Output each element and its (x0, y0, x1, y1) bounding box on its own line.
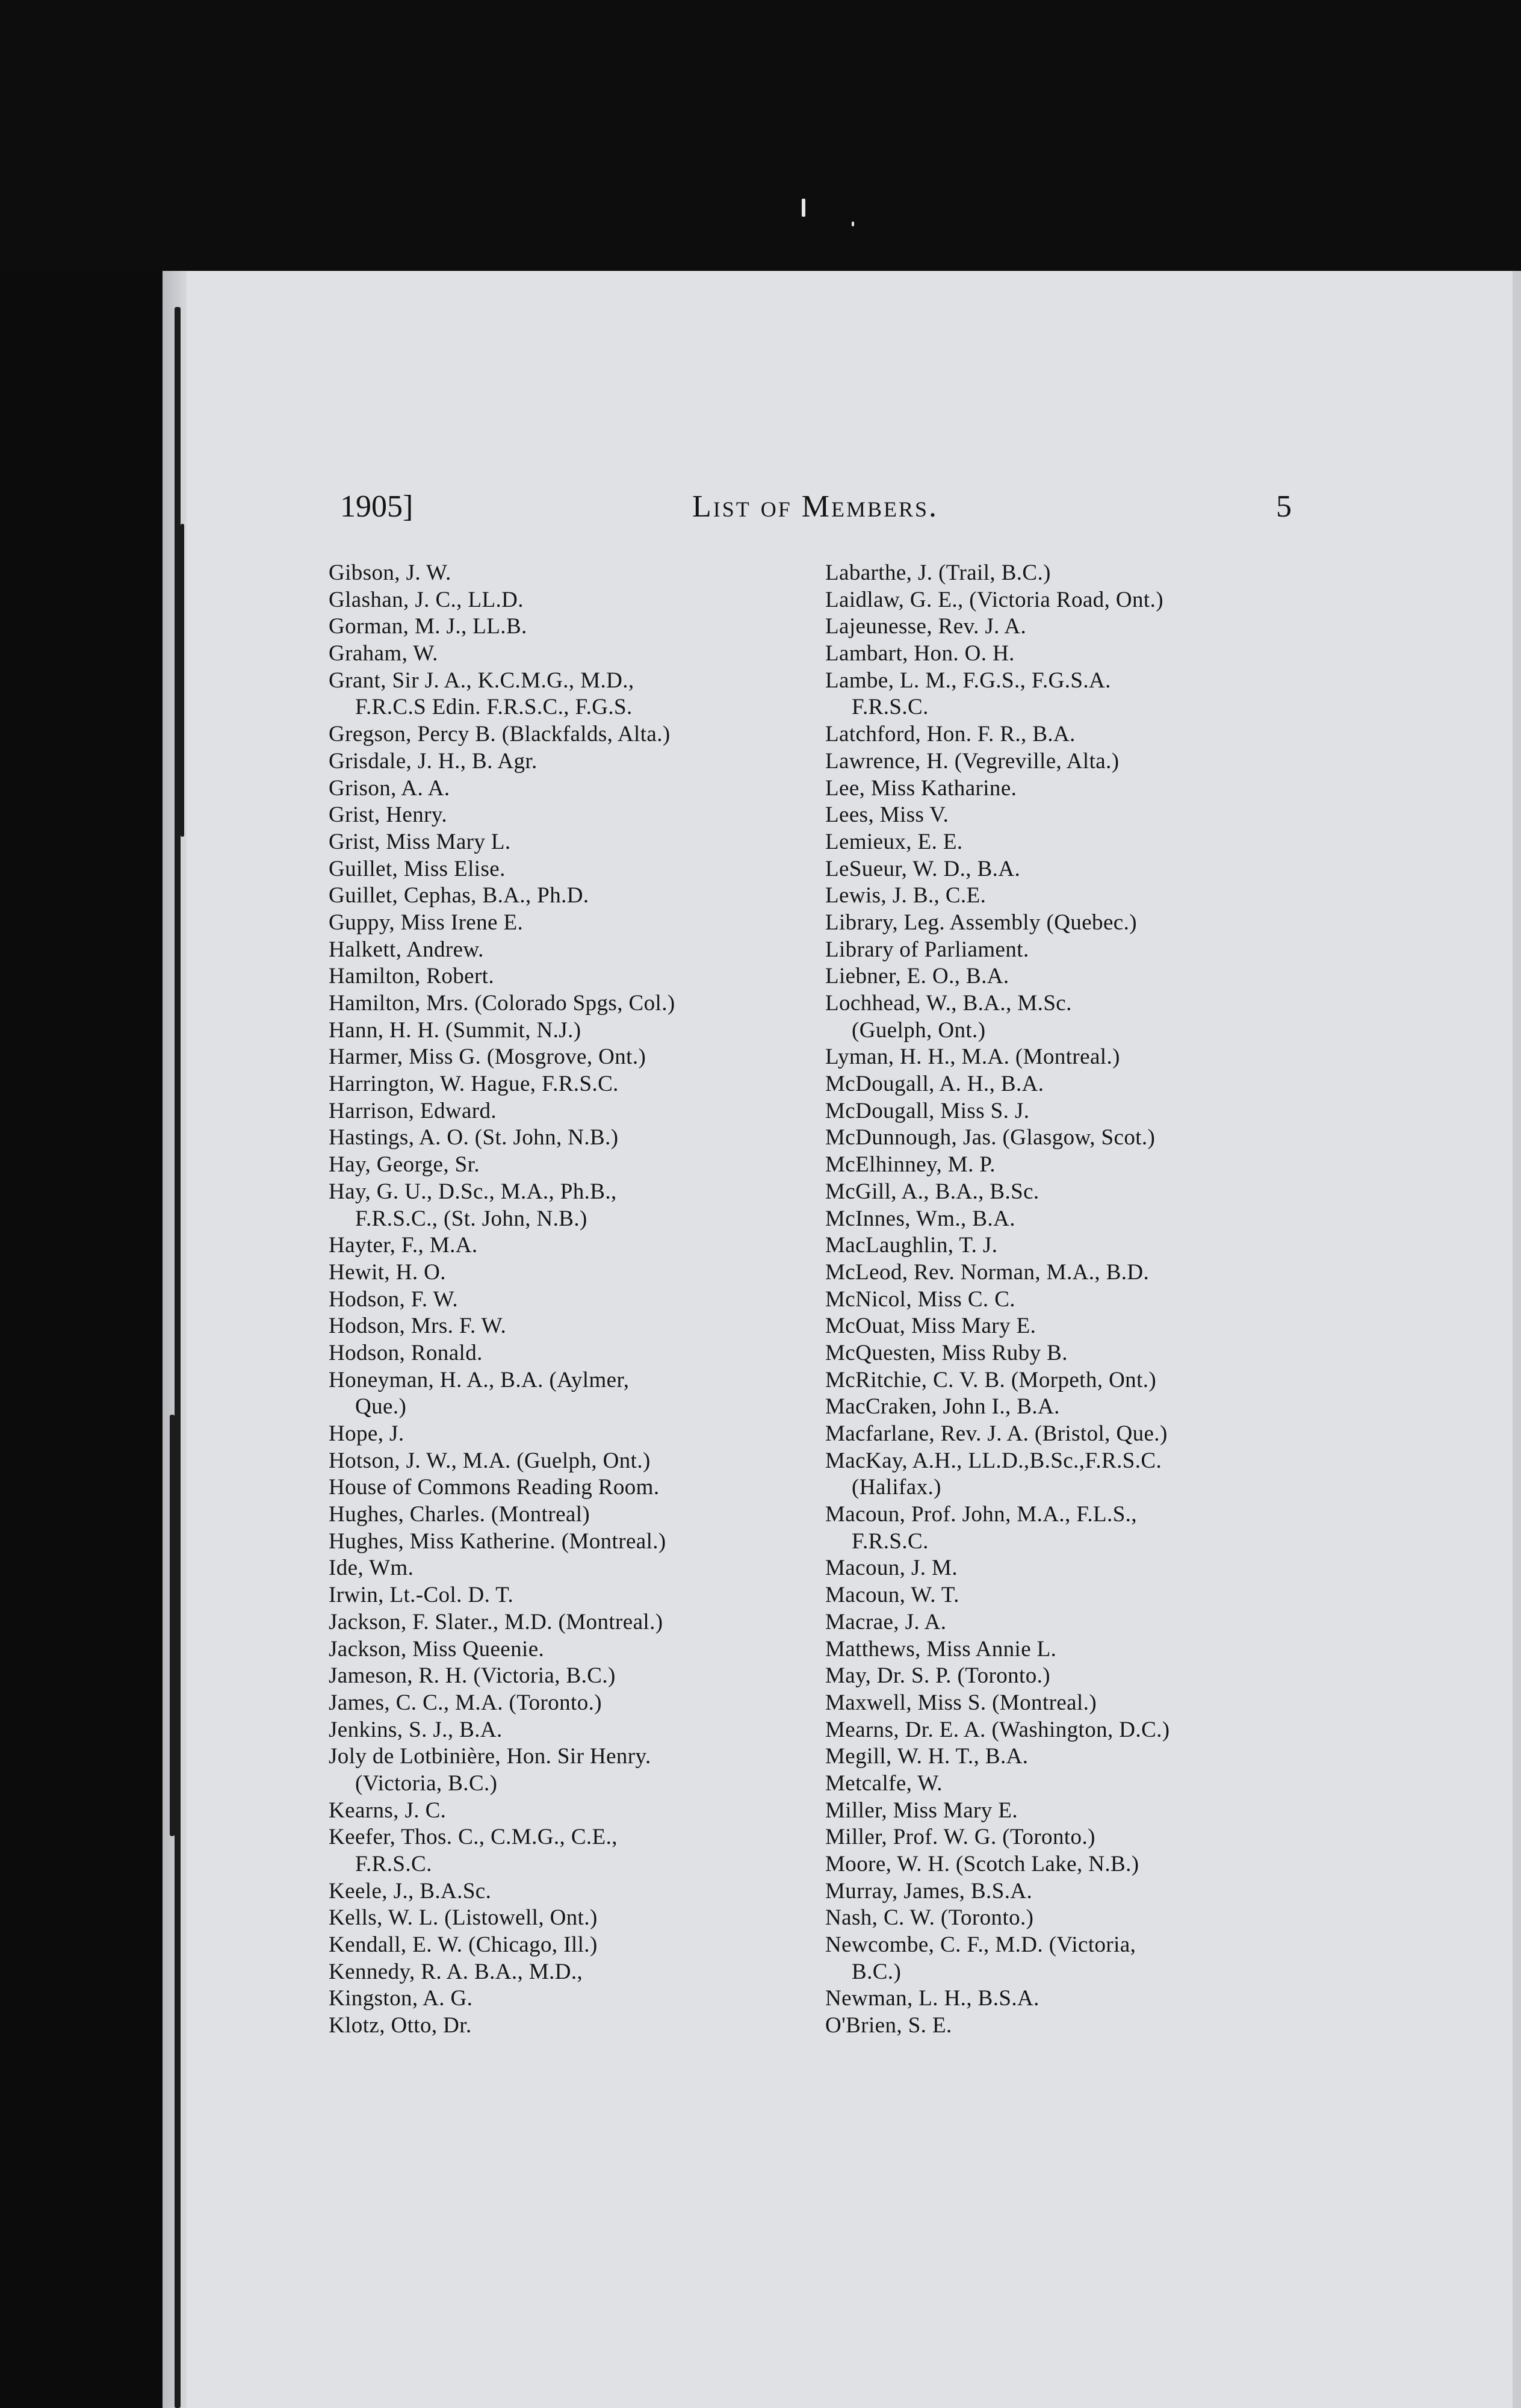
member-entry: House of Commons Reading Room. (329, 1475, 660, 1500)
member-entry: Lambart, Hon. O. H. (825, 641, 1015, 666)
member-entry-continuation: F.R.S.C. (852, 1528, 929, 1554)
member-entry: Grison, A. A. (329, 775, 450, 801)
member-entry: Newman, L. H., B.S.A. (825, 1986, 1039, 2011)
member-entry: Moore, W. H. (Scotch Lake, N.B.) (825, 1852, 1139, 1876)
member-entry: Jackson, Miss Queenie. (329, 1636, 545, 1662)
member-entry: Hughes, Miss Katherine. (Montreal.) (329, 1528, 666, 1554)
member-entry: Library, Leg. Assembly (Quebec.) (825, 910, 1137, 935)
member-entry: Lees, Miss V. (825, 802, 949, 828)
member-entry: Library of Parliament. (825, 937, 1029, 962)
member-entry: Lewis, J. B., C.E. (825, 883, 987, 908)
member-entry: McDougall, Miss S. J. (825, 1098, 1030, 1123)
member-entry: MacKay, A.H., LL.D.,B.Sc.,F.R.S.C. (825, 1448, 1162, 1473)
member-entry: Nash, C. W. (Toronto.) (825, 1905, 1034, 1931)
member-entry: Matthews, Miss Annie L. (825, 1636, 1057, 1662)
member-entry: Glashan, J. C., LL.D. (329, 587, 524, 612)
member-entry: Hann, H. H. (Summit, N.J.) (329, 1017, 581, 1043)
member-entry: Macoun, Prof. John, M.A., F.L.S., (825, 1502, 1137, 1527)
member-entry: LeSueur, W. D., B.A. (825, 856, 1021, 881)
member-entry-continuation: F.R.S.C., (St. John, N.B.) (355, 1206, 587, 1231)
member-entry: MacLaughlin, T. J. (825, 1233, 998, 1258)
member-entry: Hope, J. (329, 1421, 404, 1446)
member-entry: Gregson, Percy B. (Blackfalds, Alta.) (329, 722, 671, 747)
page-number: 5 (1276, 489, 1292, 524)
member-entry: Macfarlane, Rev. J. A. (Bristol, Que.) (825, 1421, 1168, 1446)
member-entry: McElhinney, M. P. (825, 1152, 996, 1178)
member-entry: Guillet, Miss Elise. (329, 856, 506, 881)
member-entry: Hayter, F., M.A. (329, 1233, 478, 1258)
member-entry: Hodson, Mrs. F. W. (329, 1314, 507, 1339)
member-entry-continuation: B.C.) (852, 1959, 902, 1984)
member-entry-continuation: (Guelph, Ont.) (852, 1017, 986, 1043)
member-entry: Graham, W. (329, 641, 438, 666)
member-entry-continuation: (Victoria, B.C.) (355, 1770, 498, 1796)
member-entry: Hamilton, Robert. (329, 964, 495, 989)
member-entry: Hughes, Charles. (Montreal) (329, 1502, 590, 1527)
member-entry: McLeod, Rev. Norman, M.A., B.D. (825, 1259, 1150, 1285)
member-entry: Latchford, Hon. F. R., B.A. (825, 722, 1076, 747)
member-entry: James, C. C., M.A. (Toronto.) (329, 1690, 603, 1715)
running-header (163, 489, 1521, 531)
member-entry: May, Dr. S. P. (Toronto.) (825, 1663, 1050, 1689)
members-column-left (329, 560, 822, 2040)
member-entry: Jenkins, S. J., B.A. (329, 1717, 503, 1742)
member-entry-continuation: F.R.S.C. (355, 1852, 432, 1876)
member-entry: Guillet, Cephas, B.A., Ph.D. (329, 883, 589, 908)
member-entry: McRitchie, C. V. B. (Morpeth, Ont.) (825, 1367, 1157, 1392)
member-entry: Labarthe, J. (Trail, B.C.) (825, 560, 1051, 585)
member-entry-continuation: Que.) (355, 1394, 407, 1420)
member-entry: Kingston, A. G. (329, 1986, 473, 2011)
member-entry: Kearns, J. C. (329, 1798, 447, 1823)
header-year: 1905] (340, 489, 414, 524)
member-entry: Keefer, Thos. C., C.M.G., C.E., (329, 1825, 618, 1850)
member-entry: Ide, Wm. (329, 1556, 414, 1581)
scan-speck (802, 199, 805, 217)
member-entry: Newcombe, C. F., M.D. (Victoria, (825, 1932, 1136, 1958)
member-entry: Murray, James, B.S.A. (825, 1878, 1033, 1904)
member-entry: Lee, Miss Katharine. (825, 775, 1017, 801)
scan-speck (852, 222, 854, 226)
member-entry: Macoun, W. T. (825, 1583, 959, 1608)
member-entry: McInnes, Wm., B.A. (825, 1206, 1015, 1231)
member-entry-continuation: F.R.C.S Edin. F.R.S.C., F.G.S. (355, 695, 633, 720)
member-entry-continuation: (Halifax.) (852, 1475, 941, 1500)
member-entry: Mearns, Dr. E. A. (Washington, D.C.) (825, 1717, 1170, 1742)
member-entry: Kells, W. L. (Listowell, Ont.) (329, 1905, 598, 1931)
member-entry: Kennedy, R. A. B.A., M.D., (329, 1959, 583, 1984)
member-entry: Grist, Miss Mary L. (329, 829, 511, 854)
member-entry: Lemieux, E. E. (825, 829, 963, 854)
member-entry: Harrington, W. Hague, F.R.S.C. (329, 1072, 619, 1097)
binding-edge (175, 307, 181, 2408)
page-edge (1513, 271, 1521, 2408)
member-entry: Miller, Prof. W. G. (Toronto.) (825, 1825, 1095, 1850)
member-entry: Jackson, F. Slater., M.D. (Montreal.) (329, 1609, 663, 1634)
member-entry: O'Brien, S. E. (825, 2013, 952, 2038)
member-entry: Grisdale, J. H., B. Agr. (329, 748, 537, 774)
member-entry: Jameson, R. H. (Victoria, B.C.) (329, 1663, 616, 1689)
member-entry: Hotson, J. W., M.A. (Guelph, Ont.) (329, 1448, 651, 1473)
member-entry: Miller, Miss Mary E. (825, 1798, 1018, 1823)
scan-dark-border (0, 0, 1521, 271)
member-entry: Macoun, J. M. (825, 1556, 958, 1581)
member-entry: Irwin, Lt.-Col. D. T. (329, 1583, 514, 1608)
member-entry: Liebner, E. O., B.A. (825, 964, 1009, 989)
member-entry: Gibson, J. W. (329, 560, 451, 585)
member-entry: McGill, A., B.A., B.Sc. (825, 1179, 1039, 1204)
member-entry: Hodson, Ronald. (329, 1340, 483, 1365)
member-entry: Lochhead, W., B.A., M.Sc. (825, 991, 1072, 1016)
member-entry: Lawrence, H. (Vegreville, Alta.) (825, 748, 1120, 774)
member-entry: Kendall, E. W. (Chicago, Ill.) (329, 1932, 598, 1958)
member-entry: Keele, J., B.A.Sc. (329, 1878, 492, 1904)
member-entry: Lambe, L. M., F.G.S., F.G.S.A. (825, 668, 1111, 693)
member-entry: McNicol, Miss C. C. (825, 1286, 1015, 1312)
member-entry: MacCraken, John I., B.A. (825, 1394, 1060, 1420)
member-entry: Harmer, Miss G. (Mosgrove, Ont.) (329, 1044, 646, 1070)
member-entry: Hewit, H. O. (329, 1259, 446, 1285)
header-title: List of Members. (692, 489, 939, 524)
member-entry: Laidlaw, G. E., (Victoria Road, Ont.) (825, 587, 1163, 612)
member-entry: Honeyman, H. A., B.A. (Aylmer, (329, 1367, 630, 1392)
member-entry: Klotz, Otto, Dr. (329, 2013, 472, 2038)
member-entry: Gorman, M. J., LL.B. (329, 614, 527, 639)
binding-edge (181, 524, 184, 837)
member-entry: Macrae, J. A. (825, 1609, 947, 1634)
member-entry-continuation: F.R.S.C. (852, 695, 929, 720)
member-entry: Maxwell, Miss S. (Montreal.) (825, 1690, 1097, 1715)
member-entry: McOuat, Miss Mary E. (825, 1314, 1036, 1339)
member-entry: Lyman, H. H., M.A. (Montreal.) (825, 1044, 1120, 1070)
member-entry: Grist, Henry. (329, 802, 448, 828)
member-entry: Hay, George, Sr. (329, 1152, 480, 1178)
member-entry: Hamilton, Mrs. (Colorado Spgs, Col.) (329, 991, 675, 1016)
member-entry: Guppy, Miss Irene E. (329, 910, 524, 935)
member-entry: Metcalfe, W. (825, 1770, 943, 1796)
binding-edge (170, 1415, 175, 1836)
book-page (163, 271, 1521, 2408)
member-entry: Joly de Lotbinière, Hon. Sir Henry. (329, 1744, 651, 1769)
member-entry: Hay, G. U., D.Sc., M.A., Ph.B., (329, 1179, 617, 1204)
member-entry: Harrison, Edward. (329, 1098, 497, 1123)
members-column-right (825, 560, 1319, 2040)
member-entry: McQuesten, Miss Ruby B. (825, 1340, 1068, 1365)
member-entry: McDunnough, Jas. (Glasgow, Scot.) (825, 1125, 1156, 1150)
member-entry: Hodson, F. W. (329, 1286, 459, 1312)
member-entry: Lajeunesse, Rev. J. A. (825, 614, 1027, 639)
member-entry: Grant, Sir J. A., K.C.M.G., M.D., (329, 668, 634, 693)
member-entry: McDougall, A. H., B.A. (825, 1072, 1044, 1097)
member-entry: Megill, W. H. T., B.A. (825, 1744, 1029, 1769)
member-entry: Hastings, A. O. (St. John, N.B.) (329, 1125, 619, 1150)
member-entry: Halkett, Andrew. (329, 937, 484, 962)
